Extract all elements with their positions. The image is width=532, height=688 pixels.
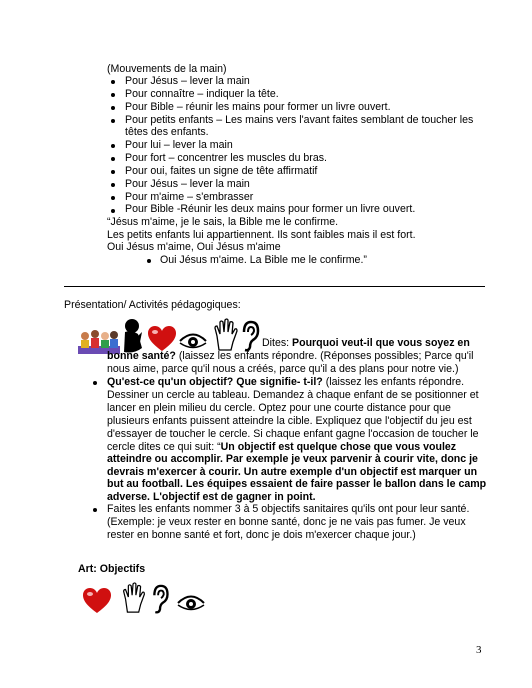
praying-child-icon — [122, 318, 144, 354]
objective-bold-text: but au football. Les équipes essaient de faire passer le ballon dans le camp — [107, 478, 487, 490]
ear-icon — [240, 320, 260, 352]
objective-text: lancer en plein milieu du cercle. Optez pour une courte distance pour que — [107, 402, 451, 414]
song-heading: (Mouvements de la main) — [107, 63, 227, 75]
page-number: 3 — [476, 644, 482, 656]
bullet — [111, 209, 115, 213]
bullet — [111, 183, 115, 187]
bullet — [111, 157, 115, 161]
presentation-heading: Présentation/ Activités pédagogiques: — [64, 299, 241, 311]
objective-bold-text: atteindre ou accomplir. Par exemple je veux parvenir à courir vite, donc je — [107, 453, 478, 465]
heart-icon — [148, 326, 176, 352]
lyrics-line: Les petits enfants lui appartiennent. Ils sont faibles mais il est fort. — [107, 229, 416, 241]
hand-icon — [213, 318, 239, 352]
bullet — [111, 144, 115, 148]
objective-text: cercle dites ce qui suit: “Un objectif est quelque chose que vous voulez — [107, 441, 457, 453]
ear-icon — [150, 584, 170, 614]
bullet — [111, 80, 115, 84]
list-item-cont: têtes des enfants. — [125, 126, 209, 138]
objective-text: d'essayer de toucher le cercle. Si chaque enfant gagne l'occasion de toucher le — [107, 428, 479, 440]
list-item: Pour connaître – indiquer la tête. — [125, 88, 279, 100]
list-item: Pour Bible – réunir les mains pour former un livre ouvert. — [125, 101, 391, 113]
objective-bold-text: adverse. L'objectif est de gagner in point. — [107, 491, 316, 503]
eye-icon — [179, 332, 207, 350]
dites-line: Dites: Pourquoi veut-il que vous soyez en — [262, 337, 470, 349]
health-goals-text: Faites les enfants nommer 3 à 5 objectifs sanitaires qu'ils ont pour leur santé. — [107, 503, 470, 515]
lyrics-line: “Jésus m'aime, je le sais, la Bible me le confirme. — [107, 216, 339, 228]
bullet — [111, 93, 115, 97]
bullet — [93, 381, 97, 385]
art-icon-row — [83, 582, 213, 616]
bullet — [111, 196, 115, 200]
art-heading: Art: Objectifs — [78, 563, 146, 575]
list-item: Pour Jésus – lever la main — [125, 178, 250, 190]
health-goals-text: (Exemple: je veux rester en bonne santé, donc je ne vais pas fumer. Je veux — [107, 516, 466, 528]
section-divider — [64, 286, 485, 287]
list-item: Pour petits enfants – Les mains vers l'avant faites semblant de toucher les — [125, 114, 474, 126]
heart-icon — [83, 588, 111, 614]
bullet — [111, 170, 115, 174]
objective-question: Qu'est-ce qu'un objectif? Que signifie- t-il? (laissez les enfants répondre. — [107, 376, 465, 388]
list-item: Pour oui, faites un signe de tête affirmatif — [125, 165, 318, 177]
list-item: Pour Jésus – lever la main — [125, 75, 250, 87]
dites-line-2: bonne santé? (laissez les enfants répondre. (Réponses possibles; Parce qu'il — [107, 350, 474, 362]
dites-line-3: nous aime, parce qu'il nous a créés, parce qu'il a des plans pour notre vie.) — [107, 363, 459, 375]
list-item: Pour m'aime – s'embrasser — [125, 191, 254, 203]
list-item: Pour fort – concentrer les muscles du bras. — [125, 152, 327, 164]
lyrics-line: Oui Jésus m'aime, Oui Jésus m'aime — [107, 241, 281, 253]
bullet — [111, 106, 115, 110]
objective-text: Dessiner un cercle au tableau. Demandez à chaque enfant de se positionner et — [107, 389, 479, 401]
bullet — [93, 508, 97, 512]
eye-icon — [177, 594, 205, 612]
bullet — [111, 119, 115, 123]
objective-text: plusieurs enfants puissent atteindre la cible. Expliquez que l'objectif du jeu est — [107, 415, 472, 427]
health-goals-text: rester en bonne santé et fort, donc je dois m'exercer chaque jour.) — [107, 529, 416, 541]
list-item: Pour Bible -Réunir les deux mains pour former un livre ouvert. — [125, 203, 416, 215]
hand-icon — [121, 582, 147, 614]
bullet — [147, 259, 151, 263]
list-item: Pour lui – lever la main — [125, 139, 233, 151]
lyrics-last-line: Oui Jésus m'aime. La Bible me le confirme.” — [160, 254, 367, 266]
objective-bold-text: devrais m'exercer à courir. Un autre exemple d'un objectif est marquer un — [107, 466, 478, 478]
